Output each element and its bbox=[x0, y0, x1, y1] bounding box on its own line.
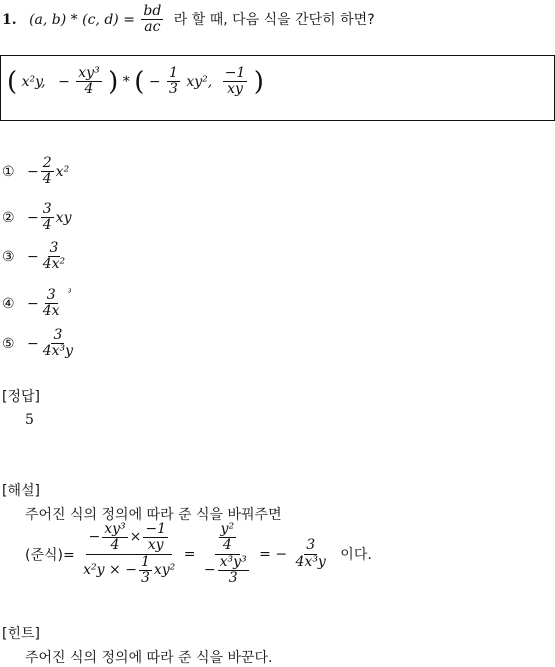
question-line bbox=[2, 4, 375, 36]
final-fraction: $\frac{3}{\text{4x³y}}$ bbox=[295, 537, 326, 570]
choice-4[interactable]: ④ − $\frac{3}{4x}$ $^{^3}$ bbox=[2, 287, 72, 320]
explanation-heading: [해설] bbox=[2, 483, 40, 499]
question-definition: (a, b) * (c, d) = bbox=[29, 11, 135, 28]
question-number: 1. bbox=[2, 11, 17, 28]
explanation-equation: (준식)= − $\frac{\text{xy³}}{4}$ × $\frac{-1}{xy}$ x²y × − $\frac{1}{3}$ xy² = $\frac{\text{y²}}{4}$ − $\frac{\text{x³y³}}{3}$ = − $\frac{3}{\text{4x³y}}$ 이다. bbox=[25, 521, 372, 587]
hint-heading: [힌트] bbox=[2, 626, 40, 642]
choice-1[interactable]: ① − $\frac{2}{4}$ x² bbox=[2, 155, 70, 188]
boxed-expression: ( x²y, − $\frac{\text{xy³}}{4}$ ) * ( − $\frac{1}{3}$ xy², $\frac{-1}{xy}$ ) bbox=[7, 65, 264, 98]
choice-3[interactable]: ③ − $\frac{3}{\text{4x²}}$ bbox=[2, 240, 66, 273]
simplified-fraction: $\frac{\text{y²}}{4}$ − $\frac{\text{x³y³}}{3}$ bbox=[203, 521, 247, 587]
big-fraction: − $\frac{\text{xy³}}{4}$ × $\frac{-1}{xy}$ x²y × − $\frac{1}{3}$ xy² bbox=[83, 521, 176, 587]
choice-5[interactable]: ⑤ − $\frac{3}{\text{4x³y}}$ bbox=[2, 327, 74, 360]
question-fraction: $\frac{bd}{ac}$ bbox=[143, 3, 162, 36]
explanation-line: 주어진 식의 정의에 따라 준 식을 바꿔주면 bbox=[25, 507, 282, 523]
choice-2[interactable]: ② − $\frac{3}{4}$ xy bbox=[2, 201, 72, 234]
hint-line: 주어진 식의 정의에 따라 준 식을 바꾼다. bbox=[25, 650, 273, 666]
answer-heading: [정답] bbox=[2, 389, 40, 405]
expression-box bbox=[0, 55, 555, 121]
question-text: 라 할 때, 다음 식을 간단히 하면? bbox=[173, 11, 375, 28]
answer-value: 5 bbox=[25, 412, 34, 428]
